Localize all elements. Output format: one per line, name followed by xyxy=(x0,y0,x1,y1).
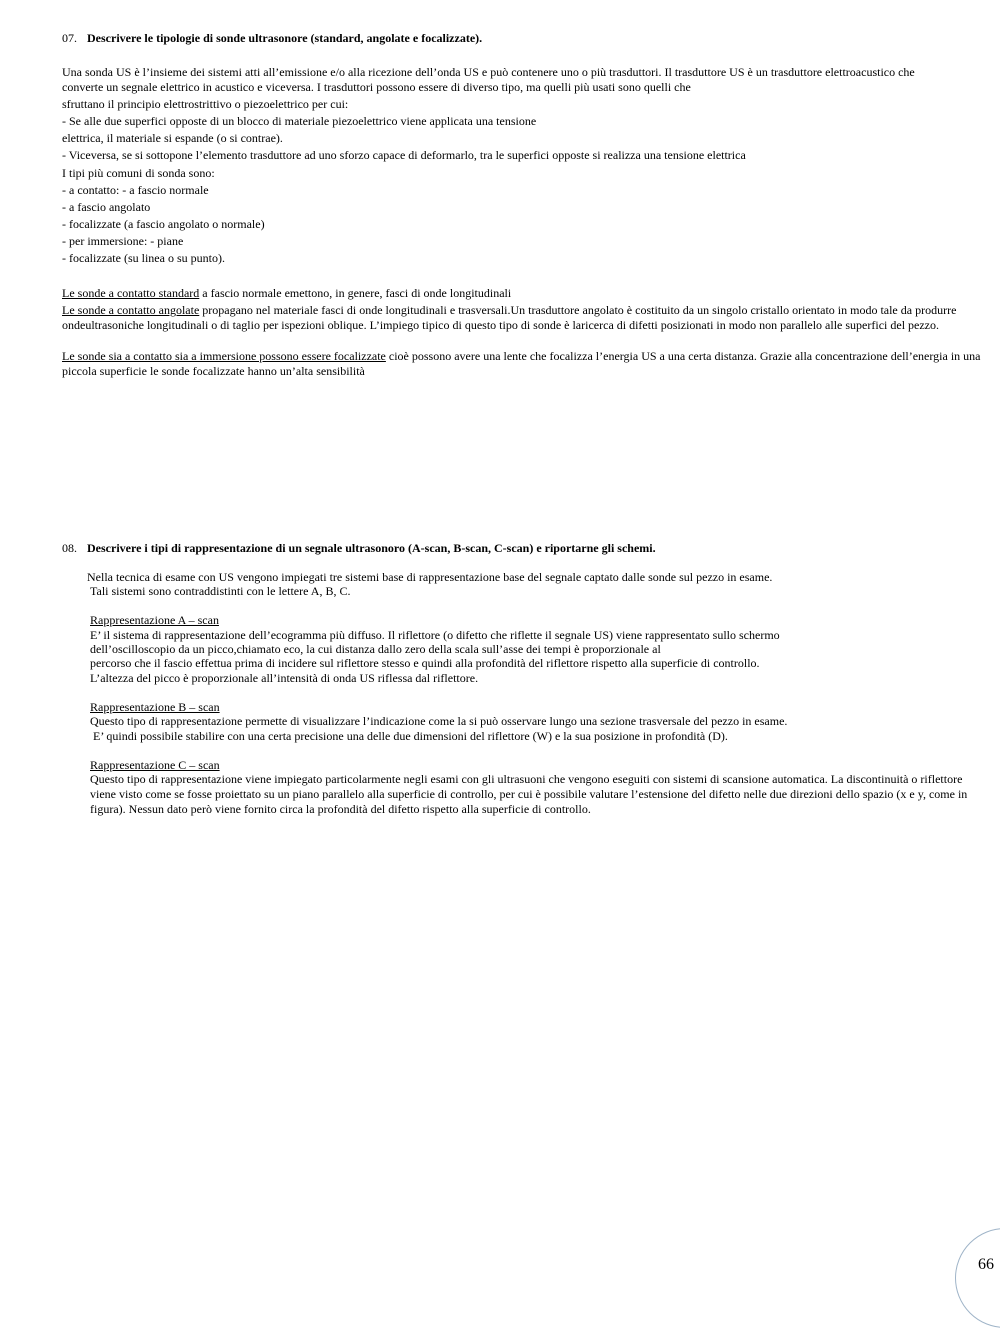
b-scan-line: Questo tipo di rappresentazione permette di visualizzare l’indicazione come la si può osservare lungo una sezione trasversale del pezzo in esame. xyxy=(90,714,788,728)
c-scan-heading: Rappresentazione C – scan xyxy=(90,758,220,772)
bullet-line: - Viceversa, se si sottopone l’elemento trasduttore ad uno sforzo capace di deformarlo, tra le superfici opposte si realizza una tensione elettrica xyxy=(62,148,746,162)
a-scan-line: dell’oscilloscopio da un picco,chiamato eco, la cui distanza dallo zero della scala sull’asse dei tempi è proporzionale al xyxy=(90,642,661,656)
paragraph-line: Tali sistemi sono contraddistinti con le lettere A, B, C. xyxy=(90,584,351,598)
types-intro: I tipi più comuni di sonda sono: xyxy=(62,166,215,180)
paragraph-line: Nella tecnica di esame con US vengono impiegati tre sistemi base di rappresentazione base del segnale captato dalle sonde sul pezzo in esame. xyxy=(87,570,773,584)
question-08-heading xyxy=(62,541,656,556)
bullet-line: - Se alle due superfici opposte di un blocco di materiale piezoelettrico viene applicata una tensione xyxy=(62,114,537,128)
question-number: 08. xyxy=(62,541,77,555)
a-scan-line: L’altezza del picco è proporzionale all’intensità di onda US riflessa dal riflettore. xyxy=(90,671,479,685)
paragraph-focused-probes xyxy=(62,349,982,379)
paragraph-text: propagano nel materiale fasci di onde longitudinali e trasversali.Un trasduttore angolato è costituito da un singolo cristallo orientato in modo tale da produrre ondeultrasoniche longitudinali o di taglio per ispezioni oblique. L’impiego tipico di questo tipo di sonde è laricerca di difetti posizionati in modo non parallelo alle superfici del pezzo. xyxy=(62,303,957,332)
underlined-term: Le sonde a contatto standard xyxy=(62,286,200,300)
page-number: 66 xyxy=(978,1256,994,1273)
paragraph-text: cioè possono avere una lente che focalizza l’energia US a una certa distanza. Grazie alla concentrazione dell’energia in una piccola superficie le sonde focalizzate hanno un’alta sensibilità xyxy=(62,349,981,378)
paragraph-standard-probes xyxy=(62,286,982,301)
question-number: 07. xyxy=(62,31,77,45)
type-item: - focalizzate (a fascio angolato o normale) xyxy=(62,217,265,231)
bullet-line: elettrica, il materiale si espande (o si contrae). xyxy=(62,131,283,145)
b-scan-line: E’ quindi possibile stabilire con una certa precisione una delle due dimensioni del riflettore (W) e la sua posizione in profondità (D). xyxy=(90,729,728,743)
c-scan-paragraph: Questo tipo di rappresentazione viene impiegato particolarmente negli esami con gli ultrasuoni che vengono eseguiti con sistemi di scansione automatica. La discontinuità o riflettore viene visto come se fosse proiettato su un piano parallelo alla superficie di controllo, per cui è possibile valutare l’estensione del difetto nelle due direzioni dello spazio (x e y, come in figura). Nessun dato però viene fornito circa la profondità del difetto rispetto alla superficie di controllo. xyxy=(90,772,968,816)
type-item: - per immersione: - piane xyxy=(62,234,184,248)
paragraph-angled-probes xyxy=(62,303,982,333)
paragraph-line: sfruttano il principio elettrostrittivo o piezoelettrico per cui: xyxy=(62,97,349,111)
paragraph-line: converte un segnale elettrico in acustico e viceversa. I trasduttori possono essere di diverso tipo, ma quelli più usati sono quelli che xyxy=(62,80,691,94)
type-item: - a fascio angolato xyxy=(62,200,151,214)
page-number-circle xyxy=(955,1228,1000,1328)
type-item: - focalizzate (su linea o su punto). xyxy=(62,251,225,265)
underlined-term: Le sonde sia a contatto sia a immersione possono essere focalizzate xyxy=(62,349,386,363)
question-title: Descrivere i tipi di rappresentazione di un segnale ultrasonoro (A-scan, B-scan, C-scan) e riportarne gli schemi. xyxy=(87,541,656,555)
paragraph-text: a fascio normale emettono, in genere, fasci di onde longitudinali xyxy=(199,286,512,300)
a-scan-line: percorso che il fascio effettua prima di incidere sul riflettore stesso e quindi alla profondità del riflettore rispetto alla superficie di controllo. xyxy=(90,656,760,670)
a-scan-heading: Rappresentazione A – scan xyxy=(90,613,219,627)
a-scan-line: E’ il sistema di rappresentazione dell’ecogramma più diffuso. Il riflettore (o difetto che riflette il segnale US) viene rappresentato sullo schermo xyxy=(90,628,780,642)
b-scan-heading: Rappresentazione B – scan xyxy=(90,700,220,714)
type-item: - a contatto: - a fascio normale xyxy=(62,183,209,197)
question-title: Descrivere le tipologie di sonde ultrasonore (standard, angolate e focalizzate). xyxy=(87,31,483,45)
underlined-term: Le sonde a contatto angolate xyxy=(62,303,200,317)
paragraph-line: Una sonda US è l’insieme dei sistemi atti all’emissione e/o alla ricezione dell’onda US e può contenere uno o più trasduttori. Il trasduttore US è un trasduttore elettroacustico che xyxy=(62,65,915,79)
question-07-heading xyxy=(62,31,482,46)
